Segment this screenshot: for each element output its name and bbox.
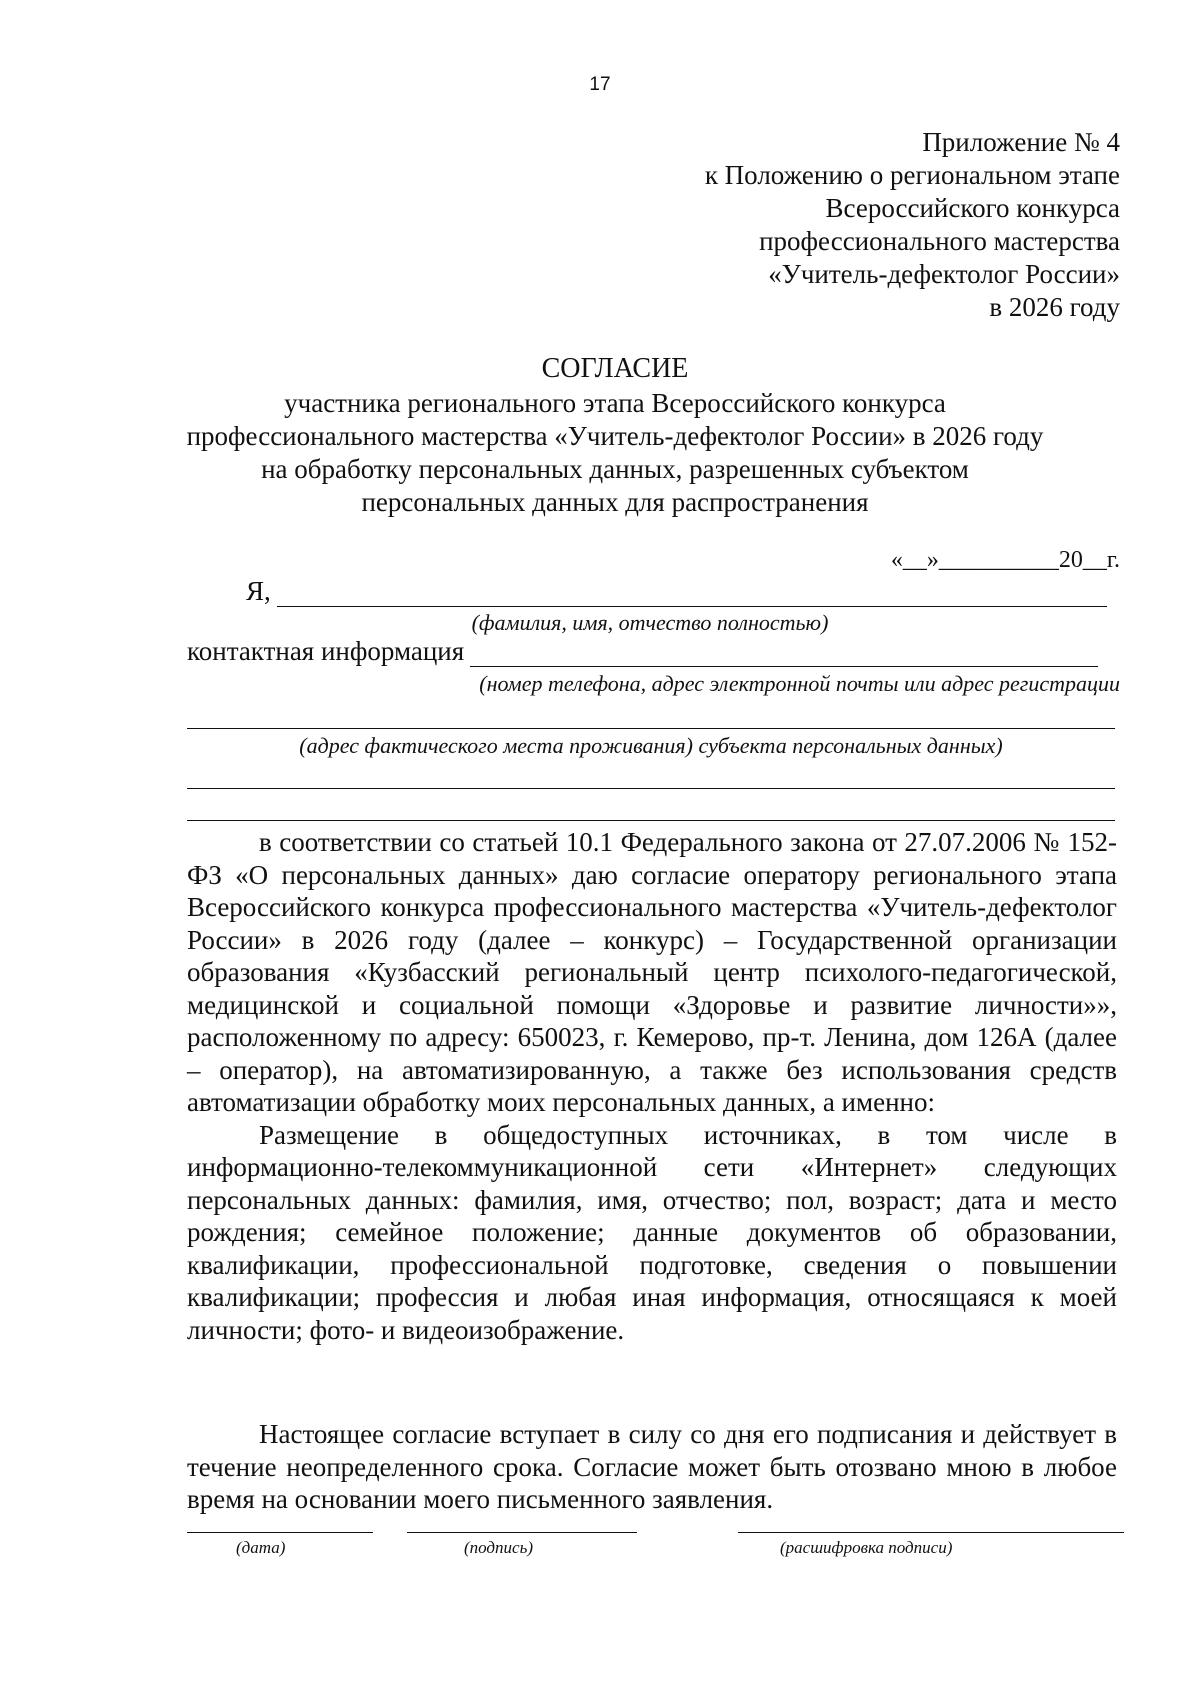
date-label: (дата)	[236, 1538, 286, 1557]
appendix-line: «Учитель-дефектолог России»	[768, 259, 1120, 289]
paragraph-data-list: Размещение в общедоступных источниках, в том числе в информационно-телекоммуникационной сети «Интернет» следующих персональных данных: фамилия, имя, отчество; пол, возраст; дата и место рождения; семейное положение; данные документов об образовании, квалификации, профессиональной подготовке, сведения о повышении квалификации; профессия и любая иная информация, относящаяся к моей личности; фото- и видеоизображение.	[187, 1119, 1117, 1345]
appendix-header	[705, 126, 1120, 324]
name-blank-line	[277, 580, 1107, 607]
name-caption: (фамилия, имя, отчество полностью)	[471, 610, 829, 635]
blank-line	[187, 728, 1115, 729]
title-line: персональных данных для распространения	[361, 487, 869, 517]
document-title	[180, 352, 1050, 519]
appendix-line: профессионального мастерства	[759, 226, 1120, 256]
date-signature-line	[187, 1532, 373, 1533]
consent-body	[187, 826, 1117, 1346]
appendix-line: Приложение № 4	[922, 127, 1120, 157]
appendix-line: Всероссийского конкурса	[825, 193, 1120, 223]
appendix-line: к Положению о региональном этапе	[704, 160, 1120, 190]
title-line: участника регионального этапа Всероссийского конкурса	[284, 388, 946, 418]
contact-caption: (номер телефона, адрес электронной почты или адрес регистрации	[479, 671, 1120, 696]
page-number: 17	[589, 74, 611, 95]
contact-blank-line	[470, 640, 1098, 667]
paragraph-consent: в соответствии со статьей 10.1 Федерального закона от 27.07.2006 № 152-ФЗ «О персональных данных» даю согласие оператору регионального этапа Всероссийского конкурса профессионального мастерства «Учитель-дефектолог России» в 2026 году (далее – конкурс) – Государственной организации образования «Кузбасский региональный центр психолого-педагогической, медицинской и социальной помощи «Здоровье и развитие личности»», расположенному по адресу: 650023, г. Кемерово, пр-т. Ленина, дом 126А (далее – оператор), на автоматизированную, а также без использования средств автоматизации обработку моих персональных данных, а именно:	[187, 827, 1117, 1117]
decoding-signature-line	[738, 1532, 1124, 1533]
name-row	[246, 576, 1107, 607]
title-main: СОГЛАСИЕ	[541, 353, 689, 384]
blank-line	[187, 820, 1115, 821]
signature-line	[407, 1532, 637, 1533]
decoding-label: (расшифровка подписи)	[780, 1538, 953, 1557]
i-label: Я,	[246, 576, 271, 606]
contact-label: контактная информация	[187, 636, 465, 666]
paragraph-validity: Настоящее согласие вступает в силу со дня его подписания и действует в течение неопределенного срока. Согласие может быть отозвано мною в любое время на основании моего письменного заявления.	[187, 1419, 1117, 1514]
title-line: профессионального мастерства «Учитель-дефектолог России» в 2026 году	[186, 421, 1044, 451]
title-line: на обработку персональных данных, разрешенных субъектом	[261, 454, 969, 484]
signature-label: (подпись)	[464, 1538, 533, 1557]
appendix-line: в 2026 году	[989, 292, 1120, 322]
contact-row	[187, 636, 1098, 667]
address-caption: (адрес фактического места проживания) субъекта персональных данных)	[299, 733, 1003, 758]
blank-line	[187, 788, 1115, 789]
validity-body	[187, 1418, 1117, 1516]
date-field: «__»__________20__г.	[890, 547, 1120, 573]
